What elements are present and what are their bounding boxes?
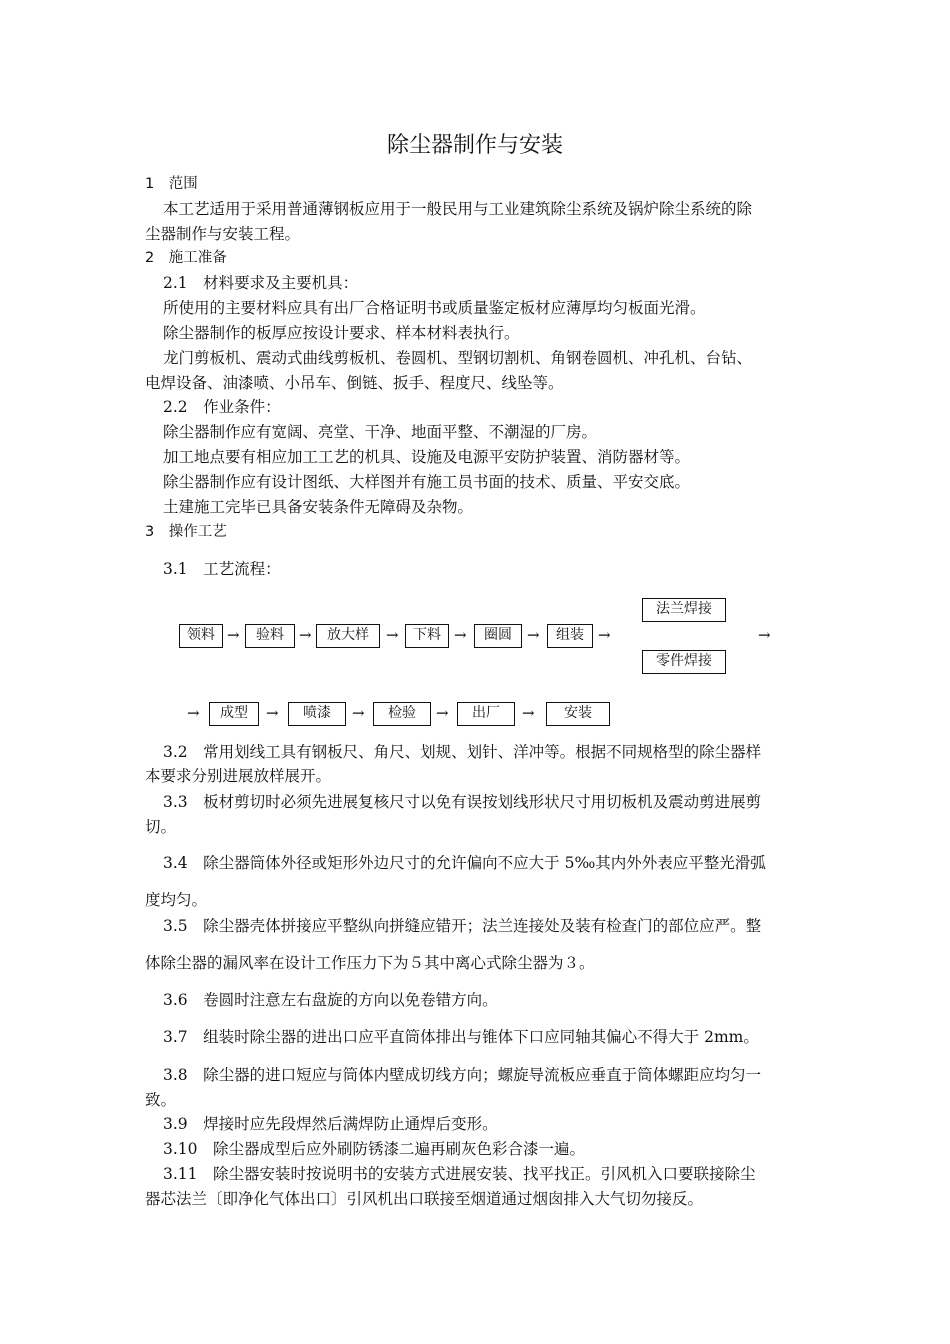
- flow-step: 下料: [405, 624, 449, 648]
- paragraph-line: 器芯法兰〔即净化气体出口〕引风机出口联接至烟道通过烟囱排入大气切勿接反。: [145, 1190, 704, 1208]
- paragraph-line: 除尘器制作的板厚应按设计要求、样本材料表执行。: [163, 324, 520, 342]
- arrow-icon: →: [352, 704, 365, 722]
- flow-branch-bottom: 零件焊接: [642, 650, 726, 674]
- paragraph-line: 3.11 除尘器安装时按说明书的安装方式进展安装、找平找正。引风机入口要联接除尘: [163, 1165, 756, 1183]
- arrow-icon: →: [187, 704, 200, 722]
- arrow-icon: →: [436, 704, 449, 722]
- arrow-icon: →: [386, 626, 399, 644]
- paragraph-line: 3.7 组装时除尘器的进出口应平直筒体排出与锥体下口应同轴其偏心不得大于 2mm。: [163, 1028, 759, 1046]
- arrow-icon: →: [266, 704, 279, 722]
- paragraph-line: 加工地点要有相应加工工艺的机具、设施及电源平安防护装置、消防器材等。: [163, 448, 691, 466]
- paragraph-line: 致。: [145, 1091, 177, 1109]
- arrow-icon: →: [227, 626, 240, 644]
- flow-step: 组装: [547, 624, 593, 648]
- arrow-icon: →: [299, 626, 312, 644]
- paragraph-line: 所使用的主要材料应具有出厂合格证明书或质量鉴定板材应薄厚均匀板面光滑。: [163, 299, 706, 317]
- subsection-2-2-heading: 2.2 作业条件：: [163, 398, 281, 416]
- paragraph-line: 切。: [145, 818, 177, 836]
- flow-step: 出厂: [457, 702, 515, 726]
- flow-step: 验料: [245, 624, 295, 648]
- arrow-icon: →: [758, 626, 771, 644]
- paragraph-line: 3.5 除尘器壳体拼接应平整纵向拼缝应错开；法兰连接处及装有检查门的部位应严。整: [163, 917, 762, 935]
- arrow-icon: →: [598, 626, 611, 644]
- paragraph-line: 3.9 焊接时应先段焊然后满焊防止通焊后变形。: [163, 1115, 498, 1133]
- paragraph-line: 除尘器制作应有设计图纸、大样图并有施工员书面的技术、质量、平安交底。: [163, 473, 691, 491]
- paragraph-line: 3.3 板材剪切时必须先进展复核尺寸以免有误按划线形状尺寸用切板机及震动剪进展剪: [163, 793, 762, 811]
- paragraph-line: 3.4 除尘器筒体外径或矩形外边尺寸的允许偏向不应大于 5‰其内外外表应平整光滑弧: [163, 854, 766, 872]
- arrow-icon: →: [527, 626, 540, 644]
- paragraph-line: 3.6 卷圆时注意左右盘旋的方向以免卷错方向。: [163, 991, 498, 1009]
- flow-step: 放大样: [316, 624, 380, 648]
- flow-step: 成型: [209, 702, 259, 726]
- paragraph-line: 尘器制作与安装工程。: [145, 225, 301, 243]
- paragraph-line: 体除尘器的漏风率在设计工作压力下为５其中离心式除尘器为３。: [145, 954, 595, 972]
- paragraph-line: 龙门剪板机、震动式曲线剪板机、卷圆机、型钢切割机、角钢卷圆机、冲孔机、台钻、: [163, 349, 753, 367]
- paragraph-line: 3.10 除尘器成型后应外刷防锈漆二遍再刷灰色彩合漆一遍。: [163, 1140, 586, 1158]
- paragraph-line: 3.2 常用划线工具有钢板尺、角尺、划规、划针、洋冲等。根据不同规格型的除尘器样: [163, 743, 762, 761]
- flow-step: 领料: [179, 624, 223, 648]
- page-title: 除尘器制作与安装: [386, 133, 563, 158]
- flow-step: 圈圆: [474, 624, 522, 648]
- section-3-heading: 3 操作工艺: [145, 524, 227, 540]
- paragraph-line: 电焊设备、油漆喷、小吊车、倒链、扳手、程度尺、线坠等。: [145, 374, 564, 392]
- flow-branch-top: 法兰焊接: [642, 598, 726, 622]
- paragraph-line: 本工艺适用于采用普通薄钢板应用于一般民用与工业建筑除尘系统及锅炉除尘系统的除: [163, 200, 753, 218]
- subsection-2-1-heading: 2.1 材料要求及主要机具：: [163, 274, 359, 292]
- flow-step: 检验: [373, 702, 431, 726]
- section-1-heading: 1 范围: [145, 176, 198, 192]
- paragraph-line: 除尘器制作应有宽阔、亮堂、干净、地面平整、不潮湿的厂房。: [163, 423, 598, 441]
- section-2-heading: 2 施工准备: [145, 250, 227, 266]
- subsection-3-1-heading: 3.1 工艺流程：: [163, 560, 281, 578]
- arrow-icon: →: [454, 626, 467, 644]
- paragraph-line: 3.8 除尘器的进口短应与筒体内壁成切线方向；螺旋导流板应垂直于筒体螺距应均匀一: [163, 1066, 762, 1084]
- flow-step: 喷漆: [288, 702, 346, 726]
- paragraph-line: 土建施工完毕已具备安装条件无障碍及杂物。: [163, 498, 474, 516]
- paragraph-line: 度均匀。: [145, 891, 208, 909]
- arrow-icon: →: [522, 704, 535, 722]
- paragraph-line: 本要求分别进展放样展开。: [145, 767, 332, 785]
- flow-step: 安装: [546, 702, 610, 726]
